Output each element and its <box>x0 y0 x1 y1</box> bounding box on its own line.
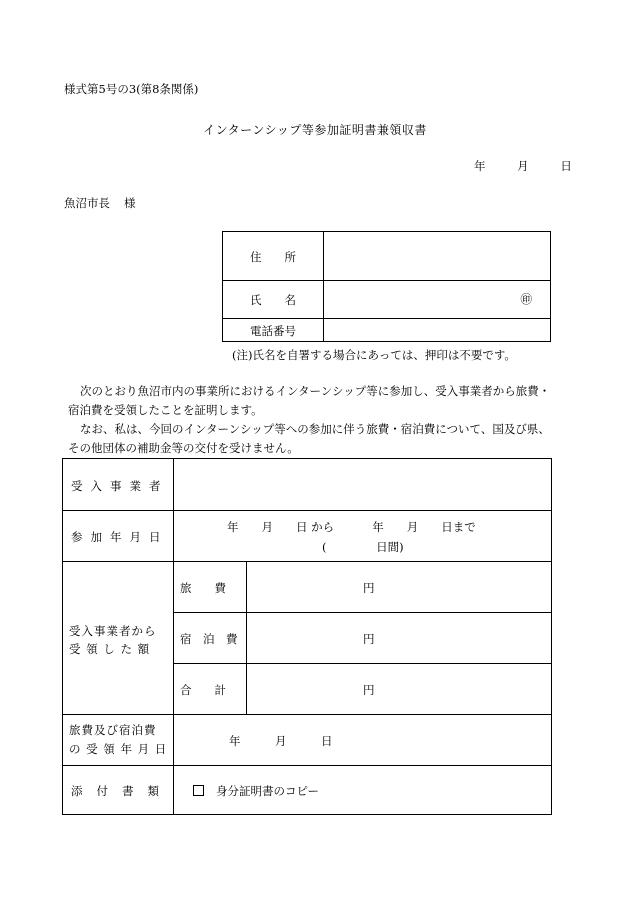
receipt-date-value[interactable]: 年 月 日 <box>229 734 333 748</box>
received-label-line2: 受 領 し た 額 <box>69 642 151 656</box>
table-row-line <box>173 663 551 664</box>
total-amount[interactable]: 円 <box>363 683 375 697</box>
table-row-line <box>63 714 551 715</box>
table-row-line <box>173 612 551 613</box>
lodging-amount[interactable]: 円 <box>363 632 375 646</box>
date-day-label: 日 <box>560 159 572 173</box>
seal-mark-icon: ㊞ <box>520 292 532 306</box>
table-column-line <box>173 459 174 814</box>
host-field[interactable] <box>174 459 551 510</box>
table-row-line <box>63 765 551 766</box>
attachment-checkbox[interactable] <box>193 785 204 796</box>
table-row-line <box>63 561 551 562</box>
receipt-date-label-line2: の 受 領 年 月 日 <box>69 742 168 756</box>
receipt-date-label-line1: 旅費及び宿泊費 <box>69 723 157 737</box>
address-field[interactable] <box>324 232 550 280</box>
details-table <box>62 458 552 815</box>
certification-paragraph: 次のとおり魚沼市内の事業所におけるインターンシップ等に参加し、受入事業者から旅費・宿泊費を受領したことを証明します。 <box>68 384 551 417</box>
date-month-label: 月 <box>517 159 529 173</box>
period-range[interactable]: 年 月 日 から 年 月 日まで <box>227 520 476 534</box>
received-label-line1: 受入事業者から <box>69 624 157 638</box>
name-label: 氏 名 <box>250 293 296 307</box>
addressee <box>64 195 136 211</box>
table-column-line <box>246 561 247 714</box>
total-label: 合 計 <box>180 683 226 697</box>
name-field[interactable] <box>324 281 550 318</box>
table-row-line <box>63 510 551 511</box>
date-line <box>474 158 572 174</box>
travel-amount[interactable]: 円 <box>363 581 375 595</box>
seal-note: (注)氏名を自署する場合にあっては、押印は不要です。 <box>232 348 516 362</box>
phone-label: 電話番号 <box>250 324 296 338</box>
subsidy-paragraph: なお、私は、今回のインターンシップ等への参加に伴う旅費・宿泊費について、国及び県、その他団体の補助金等の交付を受けません。 <box>68 422 550 455</box>
attachment-item <box>193 783 319 799</box>
addressee-honorific: 様 <box>124 196 136 210</box>
attachment-item-label: 身分証明書のコピー <box>216 784 320 798</box>
form-number: 様式第5号の3(第8条関係) <box>64 82 199 96</box>
period-label: 参加年月日 <box>71 530 169 544</box>
travel-label: 旅 費 <box>180 581 226 595</box>
address-label: 住 所 <box>250 250 296 264</box>
addressee-name: 魚沼市長 <box>64 196 110 210</box>
date-year-label: 年 <box>474 159 486 173</box>
phone-field[interactable] <box>324 319 550 341</box>
attachment-label: 添付書類 <box>71 784 173 798</box>
period-days[interactable]: ( 日間) <box>322 540 404 554</box>
applicant-box <box>222 231 551 342</box>
lodging-label: 宿 泊 費 <box>180 632 238 646</box>
document-title: インターンシップ等参加証明書兼領収書 <box>203 123 427 137</box>
host-label: 受入事業者 <box>71 479 169 493</box>
